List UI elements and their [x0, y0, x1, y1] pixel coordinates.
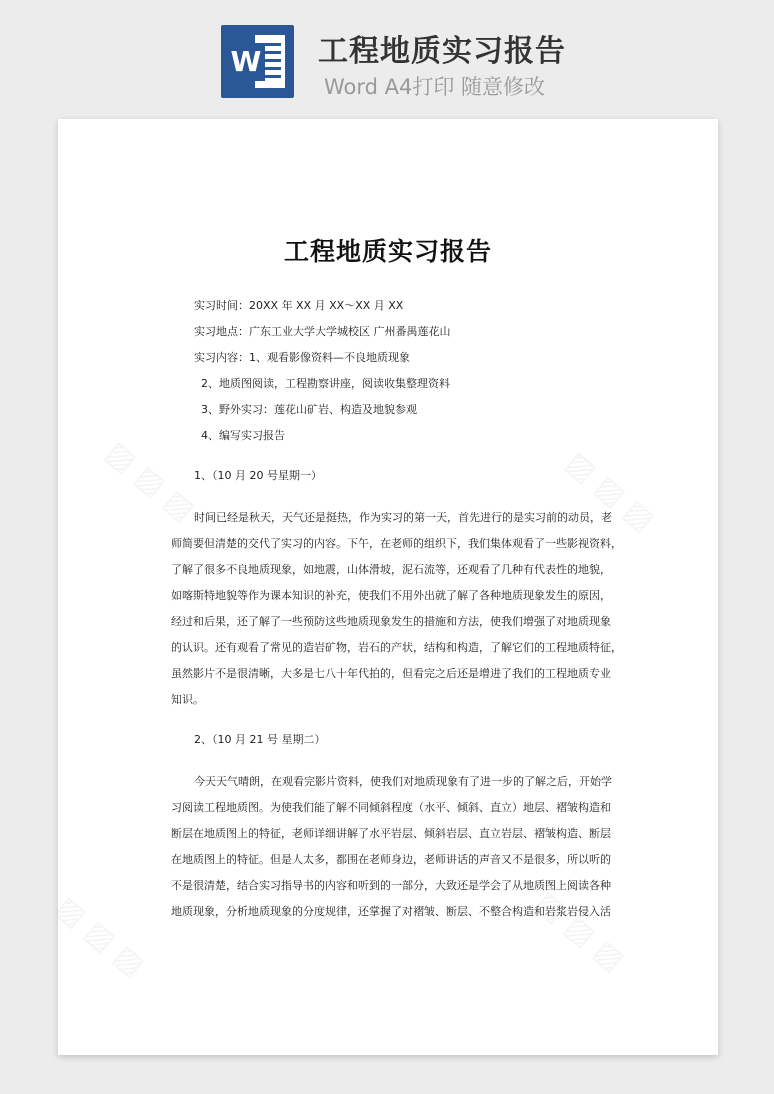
- paragraph-line: 今天天气晴朗，在观看完影片资料，使我们对地质现象有了进一步的了解之后，开始学: [194, 775, 612, 788]
- paragraph-line: 时间已经是秋天，天气还是挺热，作为实习的第一天，首先进行的是实习前的动员，老: [194, 511, 612, 524]
- watermark-mark: [529, 885, 631, 979]
- document-page: [58, 119, 718, 1055]
- watermark-mark: [58, 890, 151, 984]
- info-time: 实习时间：20XX 年 XX 月 XX～XX 月 XX: [194, 299, 404, 312]
- section-2-heading: 2、（10 月 21 号 星期二）: [194, 733, 326, 746]
- paragraph-line: 地质现象，分析地质现象的分度规律，还掌握了对褶皱、断层、不整合构造和岩浆岩侵入活: [171, 905, 611, 918]
- paragraph-line: 习阅读工程地质图。为使我们能了解不同倾斜程度（水平、倾斜、直立）地层、褶皱构造和: [171, 801, 611, 814]
- paragraph-line: 断层在地质图上的特征，老师详细讲解了水平岩层、倾斜岩层、直立岩层、褶皱构造、断层: [171, 827, 611, 840]
- header-banner: [0, 0, 774, 112]
- document-title: 工程地质实习报告: [283, 237, 492, 266]
- paragraph-line: 在地质图上的特征。但是人太多，都围在老师身边，老师讲话的声音又不是很多，所以听的: [171, 853, 611, 866]
- paragraph-line: 知识。: [171, 693, 204, 706]
- header-subtitle: Word A4打印 随意修改: [324, 75, 546, 99]
- info-item-3: 3、野外实习：莲花山矿岩、构造及地貌参观: [201, 403, 417, 416]
- info-content: 实习内容：1、观看影像资料—不良地质现象: [194, 351, 410, 364]
- watermark-mark: [99, 435, 201, 529]
- info-item-4: 4、编写实习报告: [201, 429, 285, 442]
- paragraph-line: 不是很清楚，结合实习指导书的内容和听到的一部分，大致还是学会了从地质图上阅读各种: [171, 879, 611, 892]
- section-1-heading: 1、（10 月 20 号星期一）: [194, 469, 322, 482]
- paragraph-line: 经过和后果，还了解了一些预防这些地质现象发生的措施和方法，使我们增强了对地质现象: [171, 615, 611, 628]
- word-icon-letter: W: [227, 43, 265, 81]
- info-item-2: 2、地质图阅读，工程勘察讲座，阅读收集整理资料: [201, 377, 450, 390]
- paragraph-line: 虽然影片不是很清晰，大多是七八十年代拍的，但看完之后还是增进了我们的工程地质专业: [171, 667, 611, 680]
- paragraph-line: 如喀斯特地貌等作为课本知识的补充，使我们不用外出就了解了各种地质现象发生的原因，: [171, 589, 611, 602]
- word-icon: [221, 25, 294, 98]
- info-location: 实习地点：广东工业大学大学城校区 广州番禺莲花山: [194, 325, 451, 338]
- paragraph-line: 了解了很多不良地质现象，如地震，山体滑坡，泥石流等，还观看了几种有代表性的地貌，: [171, 563, 611, 576]
- paragraph-line: 的认识。还有观看了常见的造岩矿物，岩石的产状，结构和构造，了解它们的工程地质特征，: [171, 641, 622, 654]
- paragraph-line: 师简要但清楚的交代了实习的内容。下午，在老师的组织下，我们集体观看了一些影视资料，: [171, 537, 622, 550]
- header-title: 工程地质实习报告: [318, 34, 566, 69]
